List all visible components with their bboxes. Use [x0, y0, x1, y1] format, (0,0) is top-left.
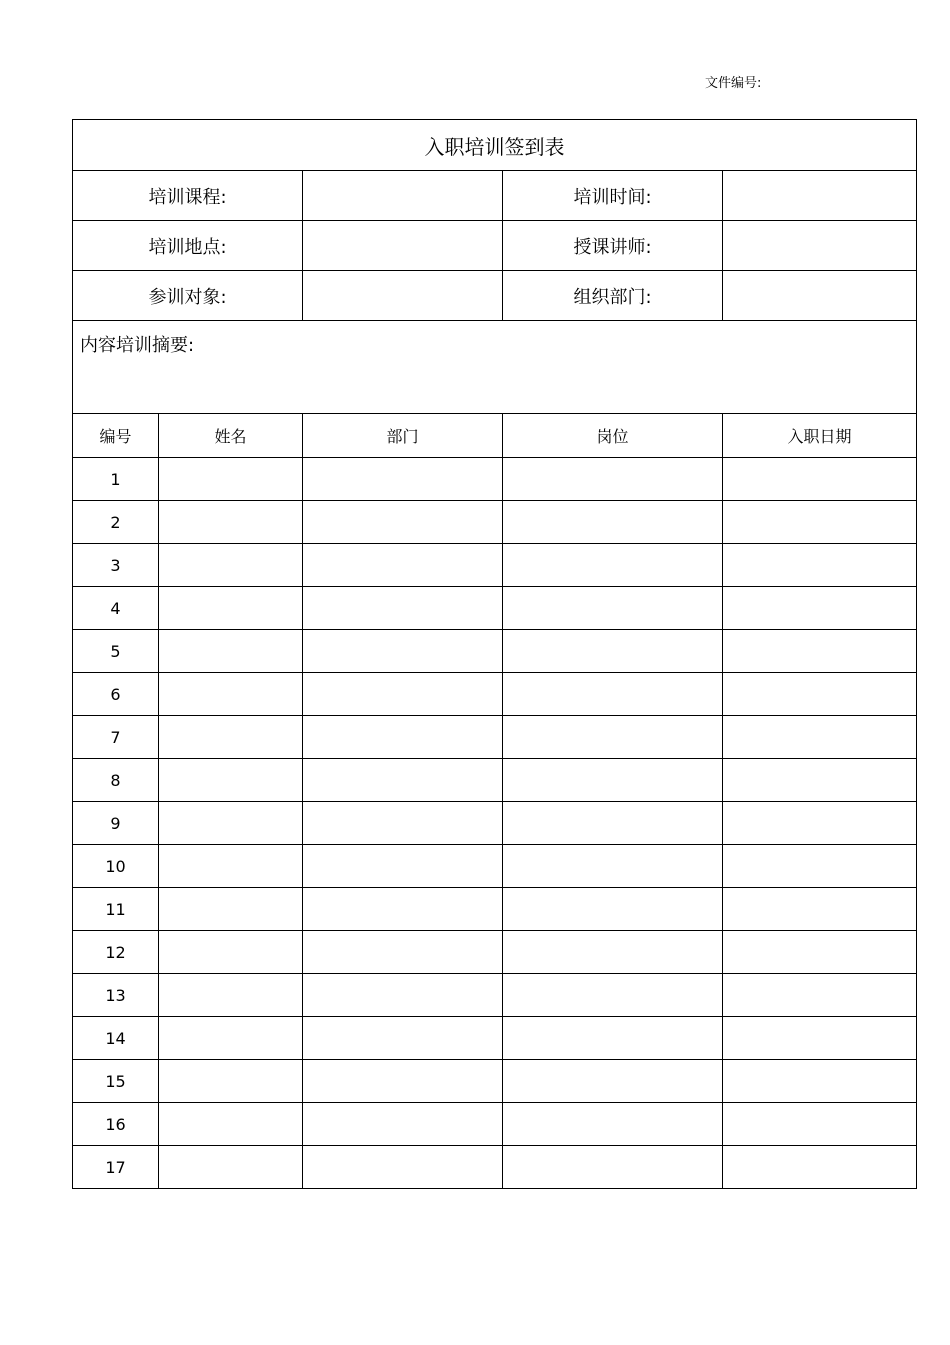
hire-date-cell[interactable]: [723, 587, 917, 630]
hire-date-cell[interactable]: [723, 974, 917, 1017]
position-cell[interactable]: [503, 673, 723, 716]
name-cell[interactable]: [159, 759, 303, 802]
table-row: [73, 1103, 917, 1146]
table-row: [73, 931, 917, 974]
info-row-course: [73, 171, 917, 221]
department-cell[interactable]: [303, 974, 503, 1017]
table-row: [73, 501, 917, 544]
table-row: [73, 458, 917, 501]
header-hire-date: 入职日期: [723, 414, 917, 458]
row-number: 15: [73, 1060, 159, 1103]
header-position: 岗位: [503, 414, 723, 458]
department-cell[interactable]: [303, 1017, 503, 1060]
row-number: 9: [73, 802, 159, 845]
hire-date-cell[interactable]: [723, 1103, 917, 1146]
department-cell[interactable]: [303, 888, 503, 931]
table-row: [73, 759, 917, 802]
name-cell[interactable]: [159, 845, 303, 888]
department-cell[interactable]: [303, 802, 503, 845]
row-number: 8: [73, 759, 159, 802]
table-row: [73, 673, 917, 716]
location-label: 培训地点:: [73, 221, 303, 271]
hire-date-cell[interactable]: [723, 1017, 917, 1060]
position-cell[interactable]: [503, 630, 723, 673]
position-cell[interactable]: [503, 1146, 723, 1189]
position-cell[interactable]: [503, 716, 723, 759]
table-row: [73, 630, 917, 673]
position-cell[interactable]: [503, 1060, 723, 1103]
table-row: [73, 845, 917, 888]
row-number: 12: [73, 931, 159, 974]
department-cell[interactable]: [303, 630, 503, 673]
position-cell[interactable]: [503, 759, 723, 802]
info-row-location: [73, 221, 917, 271]
table-row: [73, 1146, 917, 1189]
training-time-field[interactable]: [723, 171, 917, 221]
row-number: 17: [73, 1146, 159, 1189]
row-number: 6: [73, 673, 159, 716]
table-header-row: [73, 414, 917, 458]
department-cell[interactable]: [303, 1060, 503, 1103]
department-cell[interactable]: [303, 759, 503, 802]
location-field[interactable]: [303, 221, 503, 271]
row-number: 16: [73, 1103, 159, 1146]
position-cell[interactable]: [503, 1103, 723, 1146]
department-cell[interactable]: [303, 587, 503, 630]
sign-in-form: [72, 119, 917, 1189]
info-row-participants: [73, 271, 917, 321]
position-cell[interactable]: [503, 802, 723, 845]
name-cell[interactable]: [159, 673, 303, 716]
course-label: 培训课程:: [73, 171, 303, 221]
department-cell[interactable]: [303, 1103, 503, 1146]
participants-label: 参训对象:: [73, 271, 303, 321]
row-number: 2: [73, 501, 159, 544]
table-row: [73, 1060, 917, 1103]
department-cell[interactable]: [303, 544, 503, 587]
table-row: [73, 802, 917, 845]
department-cell[interactable]: [303, 931, 503, 974]
name-cell[interactable]: [159, 1017, 303, 1060]
header-name: 姓名: [159, 414, 303, 458]
organizing-dept-label: 组织部门:: [503, 271, 723, 321]
table-row: [73, 974, 917, 1017]
position-cell[interactable]: [503, 845, 723, 888]
name-cell[interactable]: [159, 888, 303, 931]
row-number: 1: [73, 458, 159, 501]
row-number: 14: [73, 1017, 159, 1060]
table-row: [73, 716, 917, 759]
position-cell[interactable]: [503, 974, 723, 1017]
table-row: [73, 888, 917, 931]
name-cell[interactable]: [159, 1060, 303, 1103]
name-cell[interactable]: [159, 630, 303, 673]
course-field[interactable]: [303, 171, 503, 221]
name-cell[interactable]: [159, 587, 303, 630]
hire-date-cell[interactable]: [723, 716, 917, 759]
row-number: 11: [73, 888, 159, 931]
position-cell[interactable]: [503, 888, 723, 931]
hire-date-cell[interactable]: [723, 931, 917, 974]
summary-label: 内容培训摘要:: [80, 335, 195, 356]
hire-date-cell[interactable]: [723, 673, 917, 716]
row-number: 3: [73, 544, 159, 587]
table-row: [73, 544, 917, 587]
name-cell[interactable]: [159, 1103, 303, 1146]
name-cell[interactable]: [159, 974, 303, 1017]
name-cell[interactable]: [159, 501, 303, 544]
header-number: 编号: [73, 414, 159, 458]
department-cell[interactable]: [303, 845, 503, 888]
name-cell[interactable]: [159, 458, 303, 501]
position-cell[interactable]: [503, 1017, 723, 1060]
position-cell[interactable]: [503, 458, 723, 501]
summary-field[interactable]: [73, 321, 917, 414]
row-number: 4: [73, 587, 159, 630]
hire-date-cell[interactable]: [723, 630, 917, 673]
department-cell[interactable]: [303, 501, 503, 544]
position-cell[interactable]: [503, 931, 723, 974]
form-title: 入职培训签到表: [73, 120, 917, 171]
hire-date-cell[interactable]: [723, 759, 917, 802]
name-cell[interactable]: [159, 544, 303, 587]
hire-date-cell[interactable]: [723, 458, 917, 501]
position-cell[interactable]: [503, 544, 723, 587]
department-cell[interactable]: [303, 716, 503, 759]
organizing-dept-field[interactable]: [723, 271, 917, 321]
hire-date-cell[interactable]: [723, 1146, 917, 1189]
name-cell[interactable]: [159, 931, 303, 974]
department-cell[interactable]: [303, 673, 503, 716]
department-cell[interactable]: [303, 1146, 503, 1189]
instructor-label: 授课讲师:: [503, 221, 723, 271]
position-cell[interactable]: [503, 501, 723, 544]
participants-field[interactable]: [303, 271, 503, 321]
row-number: 13: [73, 974, 159, 1017]
row-number: 10: [73, 845, 159, 888]
table-row: [73, 1017, 917, 1060]
row-number: 7: [73, 716, 159, 759]
row-number: 5: [73, 630, 159, 673]
hire-date-cell[interactable]: [723, 544, 917, 587]
name-cell[interactable]: [159, 802, 303, 845]
table-row: [73, 587, 917, 630]
instructor-field[interactable]: [723, 221, 917, 271]
name-cell[interactable]: [159, 716, 303, 759]
training-time-label: 培训时间:: [503, 171, 723, 221]
hire-date-cell[interactable]: [723, 1060, 917, 1103]
hire-date-cell[interactable]: [723, 802, 917, 845]
position-cell[interactable]: [503, 587, 723, 630]
name-cell[interactable]: [159, 1146, 303, 1189]
hire-date-cell[interactable]: [723, 501, 917, 544]
hire-date-cell[interactable]: [723, 845, 917, 888]
hire-date-cell[interactable]: [723, 888, 917, 931]
header-department: 部门: [303, 414, 503, 458]
document-number-label: 文件编号:: [705, 76, 762, 91]
department-cell[interactable]: [303, 458, 503, 501]
